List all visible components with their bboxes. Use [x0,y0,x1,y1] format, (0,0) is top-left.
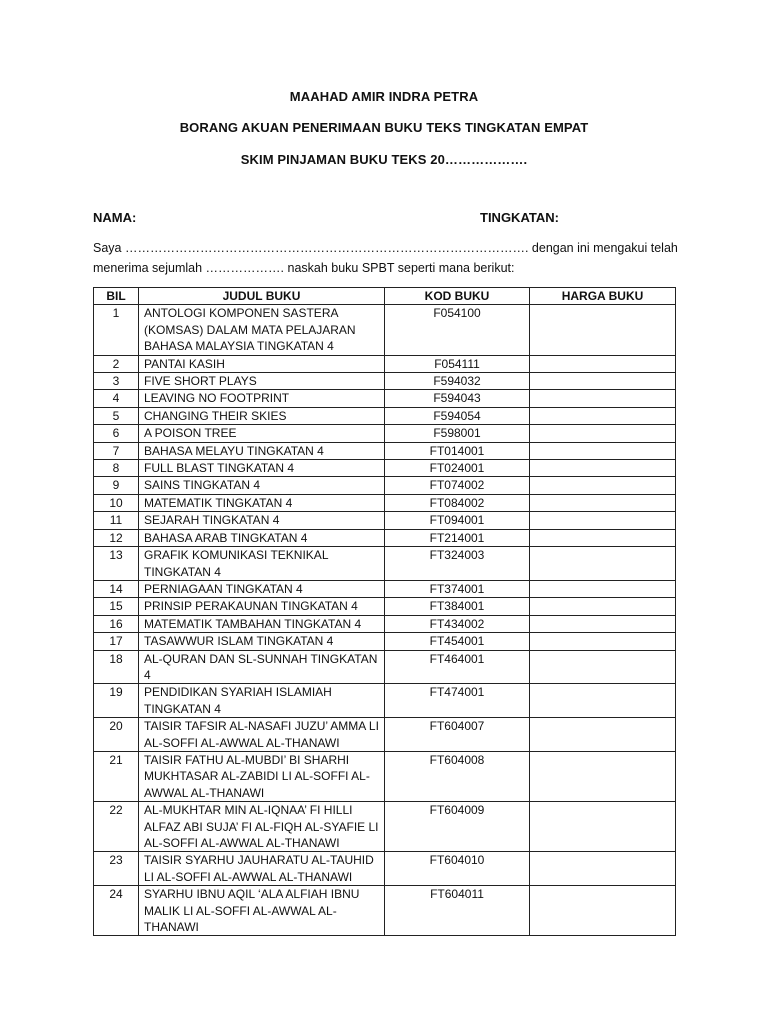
harga-cell[interactable] [530,684,676,718]
header-kod-buku: KOD BUKU [385,288,530,305]
judul-cell: TAISIR TAFSIR AL-NASAFI JUZU’ AMMA LI AL-SOFFI AL-AWWAL AL-THANAWI [139,718,385,752]
kod-cell: FT604009 [385,802,530,852]
table-row [94,407,676,424]
bil-cell: 13 [94,547,139,581]
kod-cell: F594043 [385,390,530,407]
table-row [94,718,676,752]
bil-cell: 3 [94,373,139,390]
judul-cell: SYARHU IBNU AQIL ‘ALA ALFIAH IBNU MALIK LI AL-SOFFI AL-AWWAL AL-THANAWI [139,886,385,936]
judul-cell: PERNIAGAAN TINGKATAN 4 [139,580,385,597]
scheme-title: SKIM PINJAMAN BUKU TEKS 20………………. [240,152,528,167]
kod-cell: FT454001 [385,633,530,650]
judul-cell: MATEMATIK TAMBAHAN TINGKATAN 4 [139,615,385,632]
table-row [94,460,676,477]
bil-cell: 12 [94,529,139,546]
judul-cell: AL-QURAN DAN SL-SUNNAH TINGKATAN 4 [139,650,385,684]
judul-cell: BAHASA MELAYU TINGKATAN 4 [139,442,385,459]
bil-cell: 9 [94,477,139,494]
judul-cell: A POISON TREE [139,425,385,442]
kod-cell: FT384001 [385,598,530,615]
table-row [94,425,676,442]
harga-cell[interactable] [530,390,676,407]
table-row [94,390,676,407]
bil-cell: 18 [94,650,139,684]
table-row [94,442,676,459]
kod-cell: F598001 [385,425,530,442]
harga-cell[interactable] [530,425,676,442]
bil-cell: 2 [94,355,139,372]
bil-cell: 16 [94,615,139,632]
bil-cell: 4 [94,390,139,407]
harga-cell[interactable] [530,751,676,801]
kod-cell: FT374001 [385,580,530,597]
table-row [94,373,676,390]
kod-cell: F054111 [385,355,530,372]
harga-cell[interactable] [530,407,676,424]
table-row [94,477,676,494]
table-row [94,802,676,852]
harga-cell[interactable] [530,852,676,886]
judul-cell: PENDIDIKAN SYARIAH ISLAMIAH TINGKATAN 4 [139,684,385,718]
harga-cell[interactable] [530,305,676,355]
kod-cell: FT604011 [385,886,530,936]
judul-cell: BAHASA ARAB TINGKATAN 4 [139,529,385,546]
declaration-text: Saya ……………………………………………………………………………………. dengan ini mengakui telah menerima sejumlah ………………. naskah buku SPBT seperti mana berikut: [93,241,678,275]
bil-cell: 11 [94,512,139,529]
bil-cell: 1 [94,305,139,355]
kod-cell: F054100 [385,305,530,355]
table-row [94,598,676,615]
harga-cell[interactable] [530,529,676,546]
table-row [94,633,676,650]
kod-cell: FT604008 [385,751,530,801]
kod-cell: FT214001 [385,529,530,546]
judul-cell: FIVE SHORT PLAYS [139,373,385,390]
harga-cell[interactable] [530,580,676,597]
table-row [94,512,676,529]
kod-cell: FT074002 [385,477,530,494]
judul-cell: GRAFIK KOMUNIKASI TEKNIKAL TINGKATAN 4 [139,547,385,581]
judul-cell: CHANGING THEIR SKIES [139,407,385,424]
table-row [94,751,676,801]
bil-cell: 6 [94,425,139,442]
harga-cell[interactable] [530,547,676,581]
judul-cell: TAISIR SYARHU JAUHARATU AL-TAUHID LI AL-SOFFI AL-AWWAL AL-THANAWI [139,852,385,886]
table-row [94,886,676,936]
judul-cell: SAINS TINGKATAN 4 [139,477,385,494]
kod-cell: FT474001 [385,684,530,718]
bil-cell: 8 [94,460,139,477]
book-rows [94,305,676,936]
table-row [94,650,676,684]
book-table [93,287,676,936]
harga-cell[interactable] [530,633,676,650]
harga-cell[interactable] [530,373,676,390]
harga-cell[interactable] [530,598,676,615]
bil-cell: 14 [94,580,139,597]
kod-cell: FT084002 [385,494,530,511]
bil-cell: 5 [94,407,139,424]
kod-cell: FT464001 [385,650,530,684]
header-judul-buku: JUDUL BUKU [139,288,385,305]
header-bil: BIL [94,288,139,305]
form-title: BORANG AKUAN PENERIMAAN BUKU TEKS TINGKATAN EMPAT [179,120,589,135]
kod-cell: FT604007 [385,718,530,752]
kod-cell: FT324003 [385,547,530,581]
table-row [94,684,676,718]
table-row [94,615,676,632]
harga-cell[interactable] [530,477,676,494]
harga-cell[interactable] [530,650,676,684]
table-row [94,305,676,355]
table-row [94,529,676,546]
judul-cell: LEAVING NO FOOTPRINT [139,390,385,407]
kod-cell: FT434002 [385,615,530,632]
header-harga-buku: HARGA BUKU [530,288,676,305]
bil-cell: 7 [94,442,139,459]
harga-cell[interactable] [530,460,676,477]
judul-cell: TAISIR FATHU AL-MUBDI’ BI SHARHI MUKHTASAR AL-ZABIDI LI AL-SOFFI AL-AWWAL AL-THANAWI [139,751,385,801]
judul-cell: TASAWWUR ISLAM TINGKATAN 4 [139,633,385,650]
bil-cell: 24 [94,886,139,936]
harga-cell[interactable] [530,886,676,936]
tingkatan-label: TINGKATAN: [480,210,559,225]
bil-cell: 23 [94,852,139,886]
table-header-row [94,288,676,305]
harga-cell[interactable] [530,802,676,852]
harga-cell[interactable] [530,615,676,632]
judul-cell: PANTAI KASIH [139,355,385,372]
harga-cell[interactable] [530,494,676,511]
bil-cell: 20 [94,718,139,752]
table-row [94,355,676,372]
school-name: MAAHAD AMIR INDRA PETRA [289,89,479,104]
judul-cell: ANTOLOGI KOMPONEN SASTERA (KOMSAS) DALAM MATA PELAJARAN BAHASA MALAYSIA TINGKATAN 4 [139,305,385,355]
kod-cell: F594054 [385,407,530,424]
harga-cell[interactable] [530,718,676,752]
harga-cell[interactable] [530,442,676,459]
bil-cell: 15 [94,598,139,615]
bil-cell: 19 [94,684,139,718]
kod-cell: FT094001 [385,512,530,529]
table-row [94,547,676,581]
kod-cell: FT604010 [385,852,530,886]
table-row [94,580,676,597]
bil-cell: 22 [94,802,139,852]
judul-cell: MATEMATIK TINGKATAN 4 [139,494,385,511]
table-row [94,494,676,511]
judul-cell: AL-MUKHTAR MIN AL-IQNAA’ FI HILLI ALFAZ ABI SUJA’ FI AL-FIQH AL-SYAFIE LI AL-SOFFI AL-AWWAL AL-THANAWI [139,802,385,852]
bil-cell: 10 [94,494,139,511]
kod-cell: FT024001 [385,460,530,477]
nama-label: NAMA: [93,210,137,225]
kod-cell: F594032 [385,373,530,390]
harga-cell[interactable] [530,355,676,372]
judul-cell: PRINSIP PERAKAUNAN TINGKATAN 4 [139,598,385,615]
bil-cell: 17 [94,633,139,650]
judul-cell: FULL BLAST TINGKATAN 4 [139,460,385,477]
judul-cell: SEJARAH TINGKATAN 4 [139,512,385,529]
bil-cell: 21 [94,751,139,801]
kod-cell: FT014001 [385,442,530,459]
harga-cell[interactable] [530,512,676,529]
table-row [94,852,676,886]
